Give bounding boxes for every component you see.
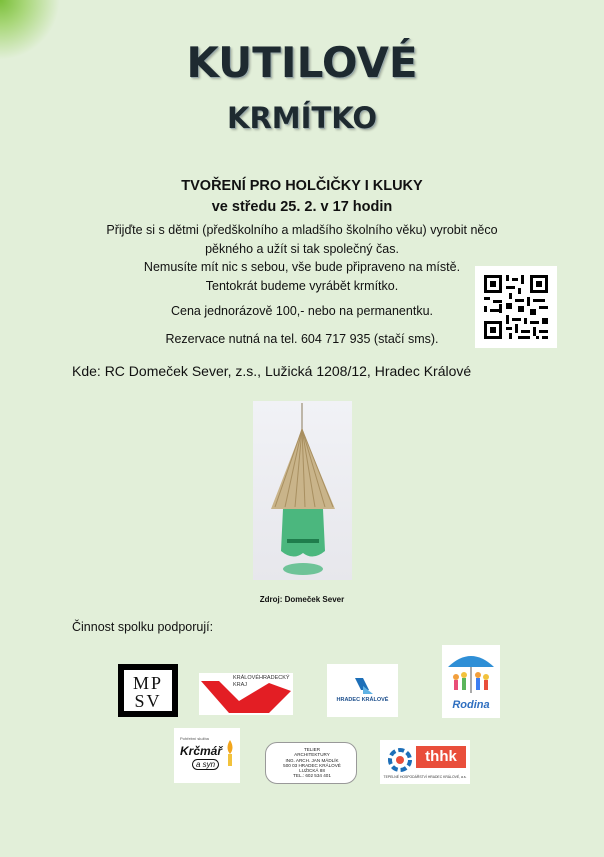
mpsv-logo-text-top: MP [132, 673, 163, 693]
description-line: pěkného a užít si tak společný čas. [205, 241, 399, 256]
atelier-line: ARCHITEKTURY [294, 752, 330, 758]
event-location: Kde: RC Domeček Sever, z.s., Lužická 1208/12, Hradec Králové [72, 363, 472, 379]
atelier-logo-text [266, 747, 358, 779]
supporters-heading: Činnost spolku podporují: [72, 620, 214, 634]
krcmar-logo-top: Pohřební služba [180, 736, 209, 741]
kraj-logo-line2: KRAJ [233, 682, 248, 688]
reservation-text: Rezervace nutná na tel. 604 717 935 (stačí sms). [165, 332, 439, 346]
rodina-logo-text: Rodina [452, 699, 490, 711]
kraj-logo-line1: KRÁLOVÉHRADECKÝ [233, 675, 290, 681]
mpsv-logo [118, 664, 178, 717]
thhk-logo [380, 740, 470, 784]
thhk-logo-text: thhk [416, 746, 466, 768]
atelier-line: LUŽICKÁ 88 [299, 768, 325, 774]
thhk-logo-sub: TEPELNÉ HOSPODÁŘSTVÍ HRADEC KRÁLOVÉ, a.s. [383, 775, 467, 779]
atelier-line: TEL.: 602 534 401 [293, 773, 331, 779]
price-text: Cena jednorázově 100,- nebo na permanentku. [171, 304, 433, 318]
page-subtitle: KRMÍTKO [226, 101, 378, 135]
mpsv-logo-text-bottom: SV [134, 691, 162, 711]
krcmar-logo-suffix: a syn [192, 759, 219, 770]
atelier-line: ING. ARCH. JAN MÁDLÍK [285, 757, 339, 763]
krcmar-logo [174, 728, 240, 783]
description-line: Přijďte si s dětmi (předškolního a mladšího školního věku) vyrobit něco [106, 223, 498, 237]
qr-code[interactable] [475, 266, 557, 348]
description-line: Nemusíte mít nic s sebou, vše bude připraveno na místě. [143, 260, 461, 274]
hradec-kralove-logo [327, 664, 398, 717]
atelier-line: 500 03 HRADEC KRÁLOVÉ [283, 762, 341, 768]
atelier-logo [265, 742, 357, 784]
photo-caption: Zdroj: Domeček Sever [259, 595, 345, 604]
page-title: KUTILOVÉ [186, 38, 418, 87]
atelier-line: TELIER [303, 747, 321, 752]
kralovehradecky-kraj-logo [199, 673, 293, 715]
hradec-logo-text: HRADEC KRÁLOVÉ [336, 697, 389, 703]
feeder-photo [253, 401, 352, 580]
krcmar-logo-name: Krčmář [180, 744, 223, 758]
description-line: Tentokrát budeme vyrábět krmítko. [205, 278, 399, 293]
rodina-logo [442, 645, 500, 718]
event-date: ve středu 25. 2. v 17 hodin [211, 199, 393, 215]
event-heading: TVOŘENÍ PRO HOLČIČKY I KLUKY [181, 178, 423, 194]
